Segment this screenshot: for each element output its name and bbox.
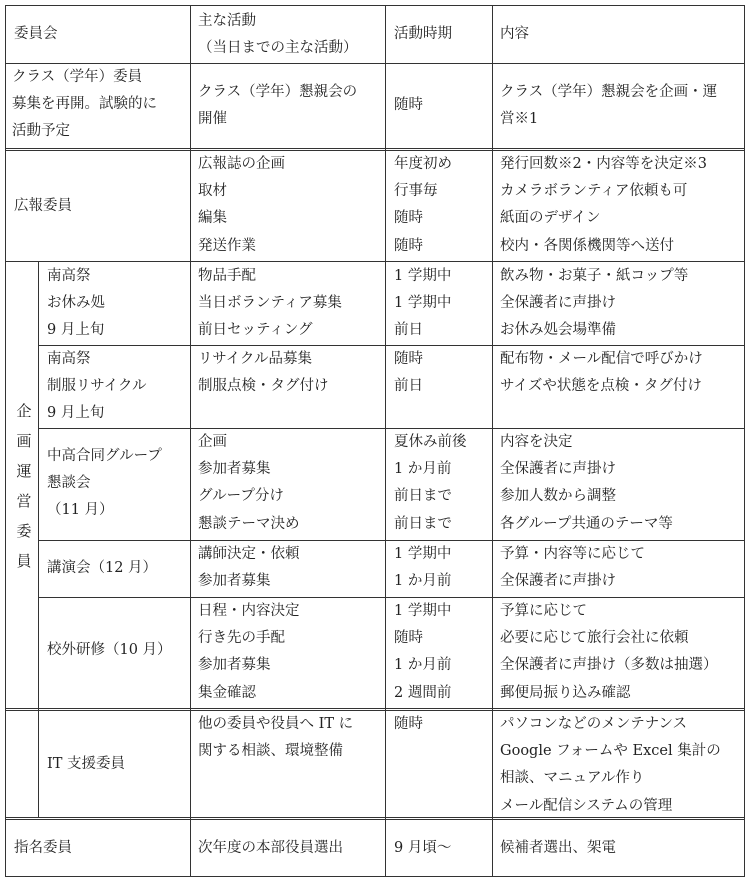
header-content: 内容 (500, 26, 529, 42)
planning-row-periods: 1 学期中 1 か月前 (394, 546, 452, 590)
class-committee-name: クラス（学年）委員 募集を再開。試験的に 活動予定 (12, 69, 157, 140)
pr-committee-periods: 年度初め 行事毎 随時 随時 (394, 156, 452, 254)
planning-row-contents: 飲み物・お菓子・紙コップ等 全保護者に声掛け お休み処会場準備 (500, 268, 689, 339)
planning-row-name: 南高祭 制服リサイクル 9 月上旬 (47, 351, 147, 422)
nomination-committee-content: 候補者選出、架電 (500, 840, 616, 856)
planning-row-periods: 1 学期中 1 学期中 前日 (394, 268, 452, 339)
pr-committee-name: 広報委員 (14, 198, 72, 214)
planning-row-activities: 物品手配 当日ボランティア募集 前日セッティング (198, 268, 342, 339)
planning-row-name: 南高祭 お休み処 9 月上旬 (47, 268, 105, 339)
nomination-committee-activity: 次年度の本部役員選出 (198, 840, 343, 856)
nomination-committee-period: 9 月頃～ (394, 840, 452, 856)
planning-row-activities: 企画 参加者募集 グループ分け 懇談テーマ決め (198, 434, 300, 532)
it-committee-name: IT 支援委員 (47, 756, 126, 772)
pr-committee-activities: 広報誌の企画 取材 編集 発送作業 (198, 156, 285, 254)
header-period: 活動時期 (394, 26, 452, 42)
planning-row-name: 中高合同グループ 懇談会 （11 月） (47, 448, 162, 519)
pr-committee-contents: 発行回数※2・内容等を決定※3 カメラボランティア依頼も可 紙面のデザイン 校内・各関係機関等へ送付 (500, 156, 707, 254)
planning-row-name: 講演会（12 月） (47, 560, 158, 576)
header-activity (198, 8, 358, 62)
it-committee-period: 随時 (394, 716, 423, 732)
nomination-committee-name: 指名委員 (14, 840, 72, 856)
it-committee-activity: 他の委員や役員へ IT に 関する相談、環境整備 (198, 716, 354, 760)
planning-row-contents: 予算に応じて 必要に応じて旅行会社に依頼 全保護者に声掛け（多数は抽選） 郵便局振り込み確認 (500, 603, 718, 701)
planning-row-activities: 講師決定・依頼 参加者募集 (198, 546, 300, 590)
planning-row-contents: 内容を決定 全保護者に声掛け 参加人数から調整 各グループ共通のテーマ等 (500, 434, 673, 532)
header-activity-line1: 主な活動 (198, 13, 256, 29)
planning-row-contents: 予算・内容等に応じて 全保護者に声掛け (500, 546, 645, 590)
planning-row-periods: 夏休み前後 1 か月前 前日まで 前日まで (394, 434, 467, 532)
planning-row-activities: リサイクル品募集 制服点検・タグ付け (198, 351, 329, 395)
header-committee: 委員会 (14, 26, 58, 42)
planning-row-contents: 配布物・メール配信で呼びかけ サイズや状態を点検・タグ付け (500, 351, 703, 395)
planning-committee-label: 企 画 運 営 委 員 (16, 402, 32, 570)
planning-row-name: 校外研修（10 月） (47, 642, 172, 658)
planning-row-periods: 1 学期中 随時 1 か月前 2 週間前 (394, 603, 452, 701)
class-committee-activity: クラス（学年）懇親会の 開催 (198, 84, 358, 128)
planning-row-periods: 随時 前日 (394, 351, 423, 395)
it-committee-contents: パソコンなどのメンテナンス Google フォームや Excel 集計の 相談、マニュアル作り メール配信システムの管理 (500, 716, 721, 814)
header-activity-line2: （当日までの主な活動） (198, 40, 358, 56)
planning-row-activities: 日程・内容決定 行き先の手配 参加者募集 集金確認 (198, 603, 300, 701)
class-committee-period: 随時 (394, 97, 423, 113)
class-committee-content: クラス（学年）懇親会を企画・運 営※1 (500, 84, 718, 128)
